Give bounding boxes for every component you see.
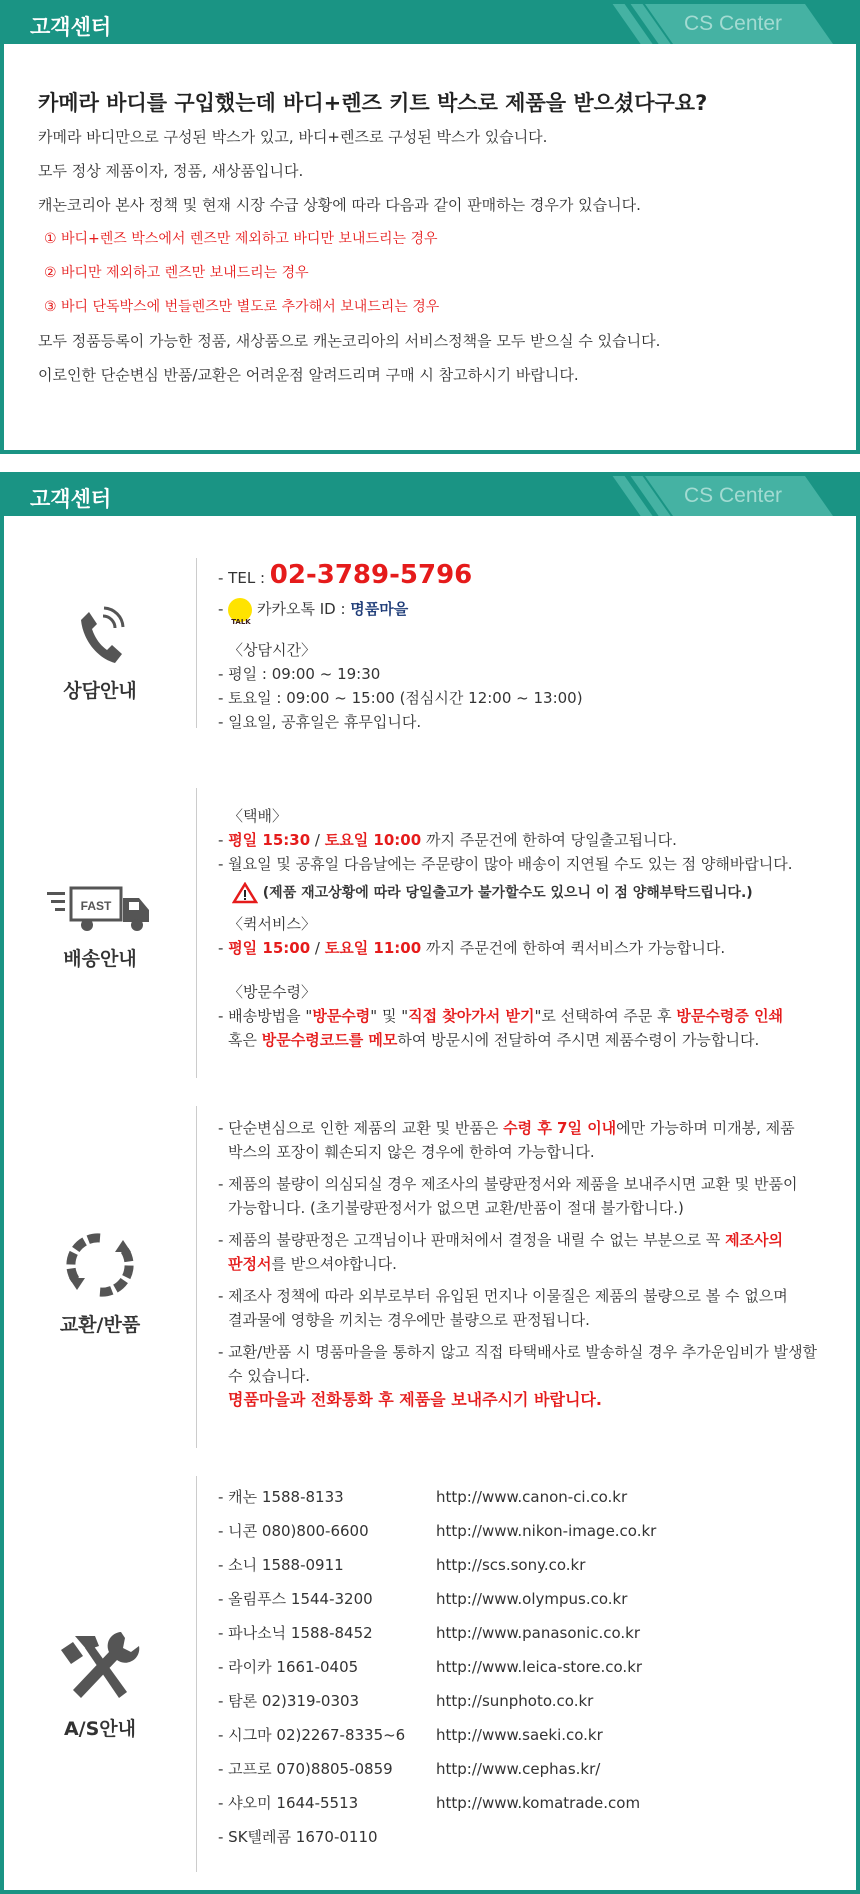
intro-footer-line: 이로인한 단순변심 반품/교환은 어려운점 알려드리며 구매 시 참고하시기 바랍니다. bbox=[38, 366, 579, 384]
exchange-content bbox=[218, 1116, 838, 1412]
as-center-row bbox=[218, 1786, 838, 1820]
as-center-name: - 올림푸스 1544-3200 bbox=[218, 1590, 373, 1608]
exchange-item-cont bbox=[218, 1252, 838, 1276]
exchange-item bbox=[218, 1228, 838, 1252]
as-center-link[interactable]: http://www.canon-ci.co.kr bbox=[436, 1488, 628, 1506]
exchange-item: - 제품의 불량이 의심되실 경우 제조사의 불량판정서와 제품을 보내주시면 교환 및 반품이 bbox=[218, 1175, 798, 1193]
kakao-badge: TALK bbox=[231, 617, 251, 626]
exchange-highlight: 수령 후 7일 이내 bbox=[503, 1119, 617, 1137]
tel-prefix: - TEL : bbox=[218, 569, 270, 587]
as-section bbox=[4, 1476, 856, 1872]
as-center-name: - SK텔레콤 1670-0110 bbox=[218, 1828, 378, 1846]
exchange-item: - 제조사 정책에 따라 외부로부터 유입된 먼지나 이물질은 제품의 불량으로 볼 수 없으며 bbox=[218, 1287, 788, 1305]
quick-slash: / bbox=[310, 939, 325, 957]
as-center-row bbox=[218, 1514, 838, 1548]
parcel-saturday: 토요일 10:00 bbox=[324, 831, 422, 849]
header-title: 고객센터 bbox=[30, 487, 112, 511]
section-divider bbox=[196, 788, 197, 1078]
visit-text: "로 선택하여 주문 후 bbox=[534, 1007, 677, 1025]
exchange-highlight: 판정서 bbox=[228, 1255, 272, 1273]
parcel-warning: (제품 재고상황에 따라 당일출고가 불가할수도 있으니 이 점 양해부탁드립니다.) bbox=[262, 885, 753, 901]
as-center-link[interactable]: http://sunphoto.co.kr bbox=[436, 1692, 594, 1710]
tel-number[interactable]: 02-3789-5796 bbox=[269, 560, 473, 590]
exchange-text: 를 받으셔야합니다. bbox=[271, 1255, 397, 1273]
intro-footer-line: 모두 정품등록이 가능한 정품, 새상품으로 캐논코리아의 서비스정책을 모두 받으실 수 있습니다. bbox=[38, 332, 661, 350]
exchange-label: 교환/반품 bbox=[59, 1314, 141, 1336]
as-center-link[interactable]: http://www.olympus.co.kr bbox=[436, 1590, 628, 1608]
as-center-row bbox=[218, 1616, 838, 1650]
exchange-call-notice: 명품마을과 전화통화 후 제품을 보내주시기 바랍니다. bbox=[228, 1390, 602, 1409]
visit-text: 하여 방문시에 전달하여 주시면 제품수령이 가능합니다. bbox=[397, 1031, 760, 1049]
hours-line: - 일요일, 공휴일은 휴무입니다. bbox=[218, 713, 422, 731]
kakao-dash: - bbox=[218, 600, 229, 618]
parcel-title: 〈택배〉 bbox=[228, 807, 287, 825]
exchange-text: - 제품의 불량판정은 고객님이나 판매처에서 결정을 내릴 수 없는 부분으로 꼭 bbox=[218, 1231, 726, 1249]
exchange-section bbox=[4, 1106, 856, 1448]
intro-heading: 카메라 바디를 구입했는데 바디+렌즈 키트 박스로 제품을 받으셨다구요? bbox=[38, 91, 708, 115]
kakao-id[interactable]: 명품마을 bbox=[350, 600, 409, 618]
box-header bbox=[4, 4, 856, 44]
as-center-name: - 고프로 070)8805-0859 bbox=[218, 1760, 393, 1778]
as-content bbox=[218, 1480, 838, 1854]
quick-saturday: 토요일 11:00 bbox=[324, 939, 422, 957]
tel-line bbox=[218, 558, 838, 592]
parcel-rest: 까지 주문건에 한하여 당일출고됩니다. bbox=[421, 831, 677, 849]
visit-highlight: 방문수령 bbox=[312, 1007, 371, 1025]
as-center-row bbox=[218, 1752, 838, 1786]
warning-icon bbox=[232, 882, 258, 904]
quick-dash: - bbox=[218, 939, 229, 957]
intro-case: ② 바디만 제외하고 렌즈만 보내드리는 경우 bbox=[44, 265, 309, 281]
exchange-item-cont: 가능합니다. (초기불량판정서가 없으면 교환/반품이 절대 불가합니다.) bbox=[228, 1199, 684, 1217]
as-center-link[interactable]: http://www.cephas.kr/ bbox=[436, 1760, 601, 1778]
intro-line: 모두 정상 제품이자, 정품, 새상품입니다. bbox=[38, 162, 304, 180]
consult-content bbox=[218, 558, 838, 734]
visit-highlight: 직접 찾아가서 받기 bbox=[408, 1007, 535, 1025]
visit-highlight: 방문수령증 인쇄 bbox=[676, 1007, 784, 1025]
as-center-name: - 라이카 1661-0405 bbox=[218, 1658, 359, 1676]
cs-info-box bbox=[0, 472, 860, 1894]
visit-title: 〈방문수령〉 bbox=[228, 983, 316, 1001]
as-center-name: - 탐론 02)319-0303 bbox=[218, 1692, 360, 1710]
visit-text: - 배송방법을 " bbox=[218, 1007, 313, 1025]
hours-line: - 평일 : 09:00 ~ 19:30 bbox=[218, 665, 381, 683]
header-subtitle: CS Center bbox=[684, 12, 783, 35]
exchange-text: - 단순변심으로 인한 제품의 교환 및 반품은 bbox=[218, 1119, 504, 1137]
exchange-item-cont: 결과물에 영향을 끼치는 경우에만 불량으로 판정됩니다. bbox=[228, 1311, 590, 1329]
as-center-link[interactable]: http://scs.sony.co.kr bbox=[436, 1556, 586, 1574]
notice-box bbox=[0, 0, 860, 454]
kakaotalk-icon bbox=[228, 598, 252, 626]
delivery-truck-icon bbox=[45, 880, 155, 934]
quick-weekday: 평일 15:00 bbox=[228, 939, 311, 957]
as-center-row bbox=[218, 1582, 838, 1616]
as-center-link[interactable]: http://www.komatrade.com bbox=[436, 1794, 641, 1812]
exchange-item-cont: 박스의 포장이 훼손되지 않은 경우에 한하여 가능합니다. bbox=[228, 1143, 595, 1161]
truck-fast-text: FAST bbox=[80, 899, 112, 913]
as-center-name: - 샤오미 1644-5513 bbox=[218, 1794, 359, 1812]
parcel-line-2: - 월요일 및 공휴일 다음날에는 주문량이 많아 배송이 지연될 수도 있는 점 양해바랍니다. bbox=[218, 855, 793, 873]
quick-line bbox=[218, 936, 838, 960]
visit-text: 혹은 bbox=[228, 1031, 262, 1049]
parcel-dash: - bbox=[218, 831, 229, 849]
intro-case: ① 바디+렌즈 박스에서 렌즈만 제외하고 바디만 보내드리는 경우 bbox=[44, 231, 438, 247]
exchange-text: 에만 가능하며 미개봉, 제품 bbox=[616, 1119, 795, 1137]
section-divider bbox=[196, 558, 197, 728]
as-center-name: - 니콘 080)800-6600 bbox=[218, 1522, 369, 1540]
exchange-icon-col bbox=[4, 1230, 196, 1337]
hours-line: - 토요일 : 09:00 ~ 15:00 (점심시간 12:00 ~ 13:00) bbox=[218, 689, 583, 707]
parcel-warning-line bbox=[218, 876, 838, 908]
parcel-line bbox=[218, 828, 838, 852]
as-center-name: - 시그마 02)2267-8335~6 bbox=[218, 1726, 406, 1744]
section-divider bbox=[196, 1106, 197, 1448]
as-center-name: - 캐논 1588-8133 bbox=[218, 1488, 344, 1506]
delivery-icon-col bbox=[4, 880, 196, 971]
exchange-item bbox=[218, 1116, 838, 1140]
consult-icon-col bbox=[4, 606, 196, 703]
intro-line: 카메라 바디만으로 구성된 박스가 있고, 바디+렌즈로 구성된 박스가 있습니다. bbox=[38, 128, 548, 146]
header-subtitle: CS Center bbox=[684, 484, 783, 507]
kakao-line bbox=[218, 592, 838, 626]
as-center-name: - 파나소닉 1588-8452 bbox=[218, 1624, 373, 1642]
as-center-link[interactable]: http://www.panasonic.co.kr bbox=[436, 1624, 641, 1642]
as-center-name: - 소니 1588-0911 bbox=[218, 1556, 344, 1574]
delivery-label: 배송안내 bbox=[63, 948, 137, 970]
visit-text: " 및 " bbox=[370, 1007, 409, 1025]
kakao-label: 카카오톡 ID : bbox=[256, 600, 351, 618]
as-icon-col bbox=[4, 1628, 196, 1741]
consult-section bbox=[4, 558, 856, 731]
intro-line: 캐논코리아 본사 정책 및 현재 시장 수급 상황에 따라 다음과 같이 판매하는 경우가 있습니다. bbox=[38, 196, 641, 214]
intro-case: ③ 바디 단독박스에 번들렌즈만 별도로 추가해서 보내드리는 경우 bbox=[44, 299, 440, 315]
as-center-link[interactable]: http://www.nikon-image.co.kr bbox=[436, 1522, 657, 1540]
refresh-icon bbox=[65, 1230, 135, 1300]
exchange-item-cont: 수 있습니다. bbox=[228, 1367, 310, 1385]
visit-highlight: 방문수령코드를 메모 bbox=[261, 1031, 398, 1049]
as-center-link[interactable]: http://www.leica-store.co.kr bbox=[436, 1658, 643, 1676]
delivery-content bbox=[218, 804, 838, 1052]
quick-title: 〈퀵서비스〉 bbox=[228, 915, 316, 933]
box-header bbox=[4, 476, 856, 516]
delivery-section bbox=[4, 788, 856, 1078]
phone-icon bbox=[75, 606, 125, 666]
as-center-row bbox=[218, 1548, 838, 1582]
as-center-row bbox=[218, 1480, 838, 1514]
tools-icon bbox=[55, 1628, 145, 1704]
as-center-row bbox=[218, 1650, 838, 1684]
exchange-highlight: 제조사의 bbox=[725, 1231, 784, 1249]
visit-line-2 bbox=[218, 1028, 838, 1052]
as-center-row bbox=[218, 1718, 838, 1752]
as-label: A/S안내 bbox=[63, 1718, 137, 1740]
intro-text bbox=[38, 86, 828, 392]
hours-title: 〈상담시간〉 bbox=[228, 641, 316, 659]
header-title: 고객센터 bbox=[30, 15, 112, 39]
consult-label: 상담안내 bbox=[63, 680, 137, 702]
exchange-item: - 교환/반품 시 명품마을을 통하지 않고 직접 타택배사로 발송하실 경우 추가운임비가 발생할 bbox=[218, 1343, 818, 1361]
parcel-weekday: 평일 15:30 bbox=[228, 831, 311, 849]
section-divider bbox=[196, 1476, 197, 1872]
visit-line bbox=[218, 1004, 838, 1028]
quick-rest: 까지 주문건에 한하여 퀵서비스가 가능합니다. bbox=[421, 939, 726, 957]
as-center-link[interactable]: http://www.saeki.co.kr bbox=[436, 1726, 603, 1744]
parcel-slash: / bbox=[310, 831, 325, 849]
as-center-row bbox=[218, 1820, 838, 1854]
as-center-row bbox=[218, 1684, 838, 1718]
